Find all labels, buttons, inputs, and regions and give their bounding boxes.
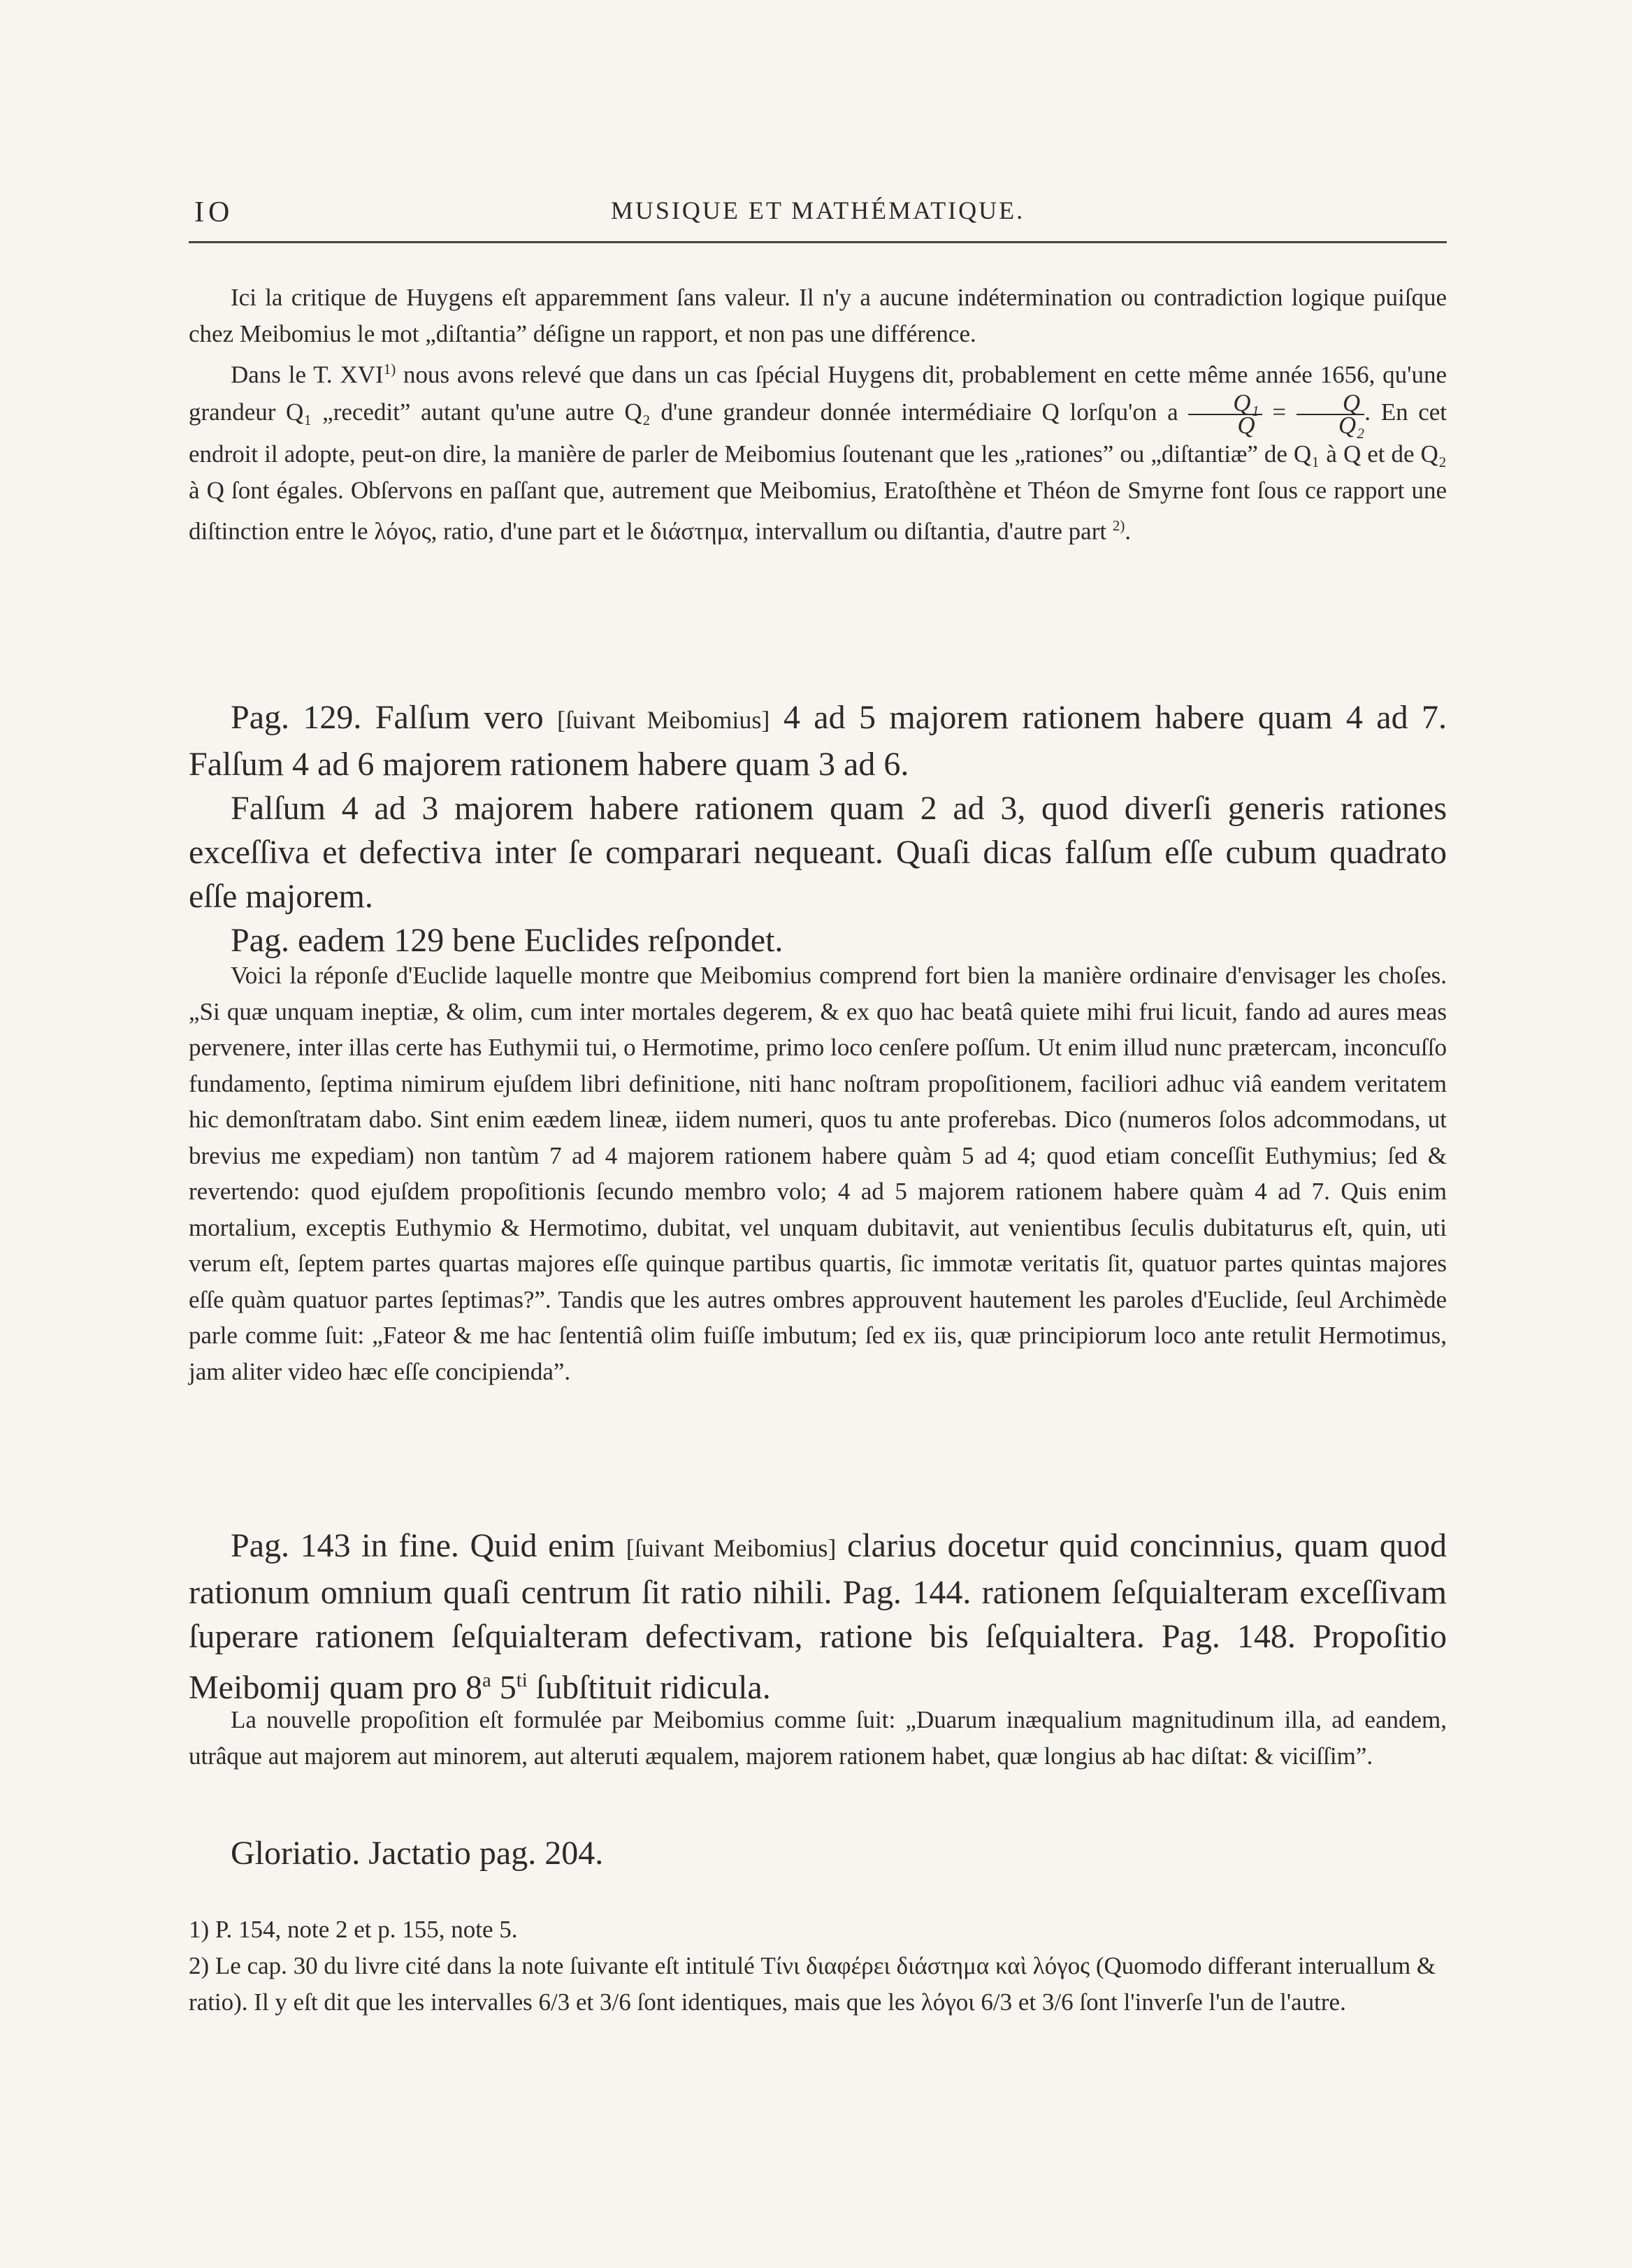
footnotes: [189, 1912, 1447, 2021]
intro-paragraph-2: Dans le T. XVI$^{1)}$ nous avons relevé que dans un cas ſpécial Huygens dit, probablement en cette même année 1656, qu'une grandeur Q₁ „recedit” autant qu'une autre Q₂ d'une grandeur donnée intermédiaire Q lorſqu'on a $\frac{\text{Q₁}}{Q}$ = $\frac{Q}{\text{Q₂}}$ . En cet endroit il adopte, peut-on dire, la manière de parler de Meibomius ſoutenant que les „rationes” ou „diſtantiæ” de Q₁ à Q et de Q₂ à Q ſont égales. Obſervons en paſſant que, autrement que Meibomius, Eratoſthène et Théon de Smyrne font ſous ce rapport une diſtinction entre le λόγος, ratio, d'une part et le διάστημα, intervallum ou diſtantia, d'autre part $^{2)}$.: [189, 361, 1447, 545]
commentary-1-text: Voici la réponſe d'Euclide laquelle montre que Meibomius comprend fort bien la manière ordinaire d'envisager les choſes. „Si quæ unquam ineptiæ, & olim, cum inter mortales degerem, & ex quo hac beatâ quiete mihi frui licuit, fando ad aures meas pervenere, inter illas certe has Euthymii tui, o Hermotime, primo loco cenſere poſſum. Ut enim illud nunc prætercam, inconcuſſo fundamento, ſeptima nimirum ejuſdem libri definitione, niti hanc noſtram propoſitionem, faciliori adhuc viâ eandem veritatem hic demonſtratam dabo. Sint enim eædem lineæ, iidem numeri, quos tu ante proferebas. Dico (numeros ſolos adcommodans, ut brevius me expediam) non tantùm 7 ad 4 majorem rationem habere quàm 5 ad 4; quod etiam conceſſit Euthymius; ſed & revertendo: quod ejuſdem propoſitionis ſecundo membro volo; 4 ad 5 majorem rationem habere quàm 4 ad 7. Quis enim mortalium, exceptis Euthymio & Hermotimo, dubitat, vel unquam dubitavit, aut venientibus ſeculis dubitaturus eſt, quin, uti verum eſt, ſeptem partes quartas majores eſſe quinque partibus quartis, ſic immotæ veritatis ſit, quatuor partes quintas majores eſſe quàm quatuor partes ſeptimas?”. Tandis que les autres ombres approuvent hautement les paroles d'Euclide, ſeul Archimède parle comme ſuit: „Fateor & me hac ſententiâ olim fuiſſe imbutum; ſed ex iis, quæ principiorum loco ante retulit Hermotimus, jam aliter video hæc eſſe concipienda”.: [189, 962, 1447, 1385]
commentary-1: [189, 958, 1447, 1389]
quote-section-1: [189, 695, 1447, 962]
footnote-ref-1: 1): [383, 361, 396, 377]
quote-1-line-2: Falſum 4 ad 3 majorem habere rationem quam 2 ad 3, quod diverſi generis rationes exceſſiva et defectiva inter ſe comparari nequeant. Quaſi dicas falſum eſſe cubum quadrato eſſe majorem.: [189, 790, 1447, 915]
footnote-1: 1) P. 154, note 2 et p. 155, note 5.: [189, 1916, 518, 1943]
running-title: MUSIQUE ET MATHÉMATIQUE.: [610, 196, 1025, 224]
page-number: IO: [194, 196, 234, 229]
header-rule: [189, 241, 1447, 243]
commentary-2: [189, 1702, 1447, 1774]
commentary-2-text: La nouvelle propoſition eſt formulée par Meibomius comme ſuit: „Duarum inæqualium magnitudinum illa, ad eandem, utrâque aut majorem aut minorem, aut alteruti æqualem, majorem rationem habet, quæ longius ab hac diſtat: & viciſſim”.: [189, 1706, 1447, 1770]
footnote-2: 2) Le cap. 30 du livre cité dans la note ſuivante eſt intitulé Τίνι διαφέρει διάστημα καὶ λόγος (Quomodo differant interuallum & ratio). Il y eſt dit que les intervalles 6/3 et 3/6 ſont identiques, mais que les λόγοι 6/3 et 3/6 ſont l'inverſe l'un de l'autre.: [189, 1952, 1436, 2016]
closing-text: Gloriatio. Jactatio pag. 204.: [231, 1835, 604, 1872]
intro-section: [189, 280, 1447, 549]
quote-1-line-3: Pag. eadem 129 bene Euclides reſpondet.: [231, 922, 783, 959]
intro-paragraph-1: Ici la critique de Huygens eſt apparemment ſans valeur. Il n'y a aucune indétermination ou contradiction logique puiſque chez Meibomius le mot „diſtantia” déſigne un rapport, et non pas une différence.: [189, 284, 1447, 347]
quote-2-text: Pag. 143 in fine. Quid enim [ſuivant Meibomius] clarius docetur quid concinnius, quam quod rationum omnium quaſi centrum ſit ratio nihili. Pag. 144. rationem ſeſquialteram exceſſivam ſuperare rationem ſeſquialteram defectivam, ratione bis ſeſquialtera. Pag. 148. Propoſitio Meibomij quam pro 8$^a$ $5^{ti}$ ſubſtituit ridicula.: [189, 1527, 1447, 1706]
quote-1-line-1: Pag. 129. Falſum vero [ſuivant Meibomius] 4 ad 5 majorem rationem habere quam 4 ad 7. Falſum 4 ad 6 majorem rationem habere quam 3 ad 6.: [189, 699, 1447, 783]
closing-line: [189, 1831, 1447, 1875]
footnote-ref-2: 2): [1112, 517, 1125, 535]
quote-section-2: [189, 1524, 1447, 1710]
fraction-q-over-q2: $\frac{Q}{\text{Q₂}}$: [1297, 393, 1364, 436]
page-header: [189, 196, 1447, 231]
fraction-q1-over-q: $\frac{\text{Q₁}}{Q}$: [1188, 393, 1262, 436]
